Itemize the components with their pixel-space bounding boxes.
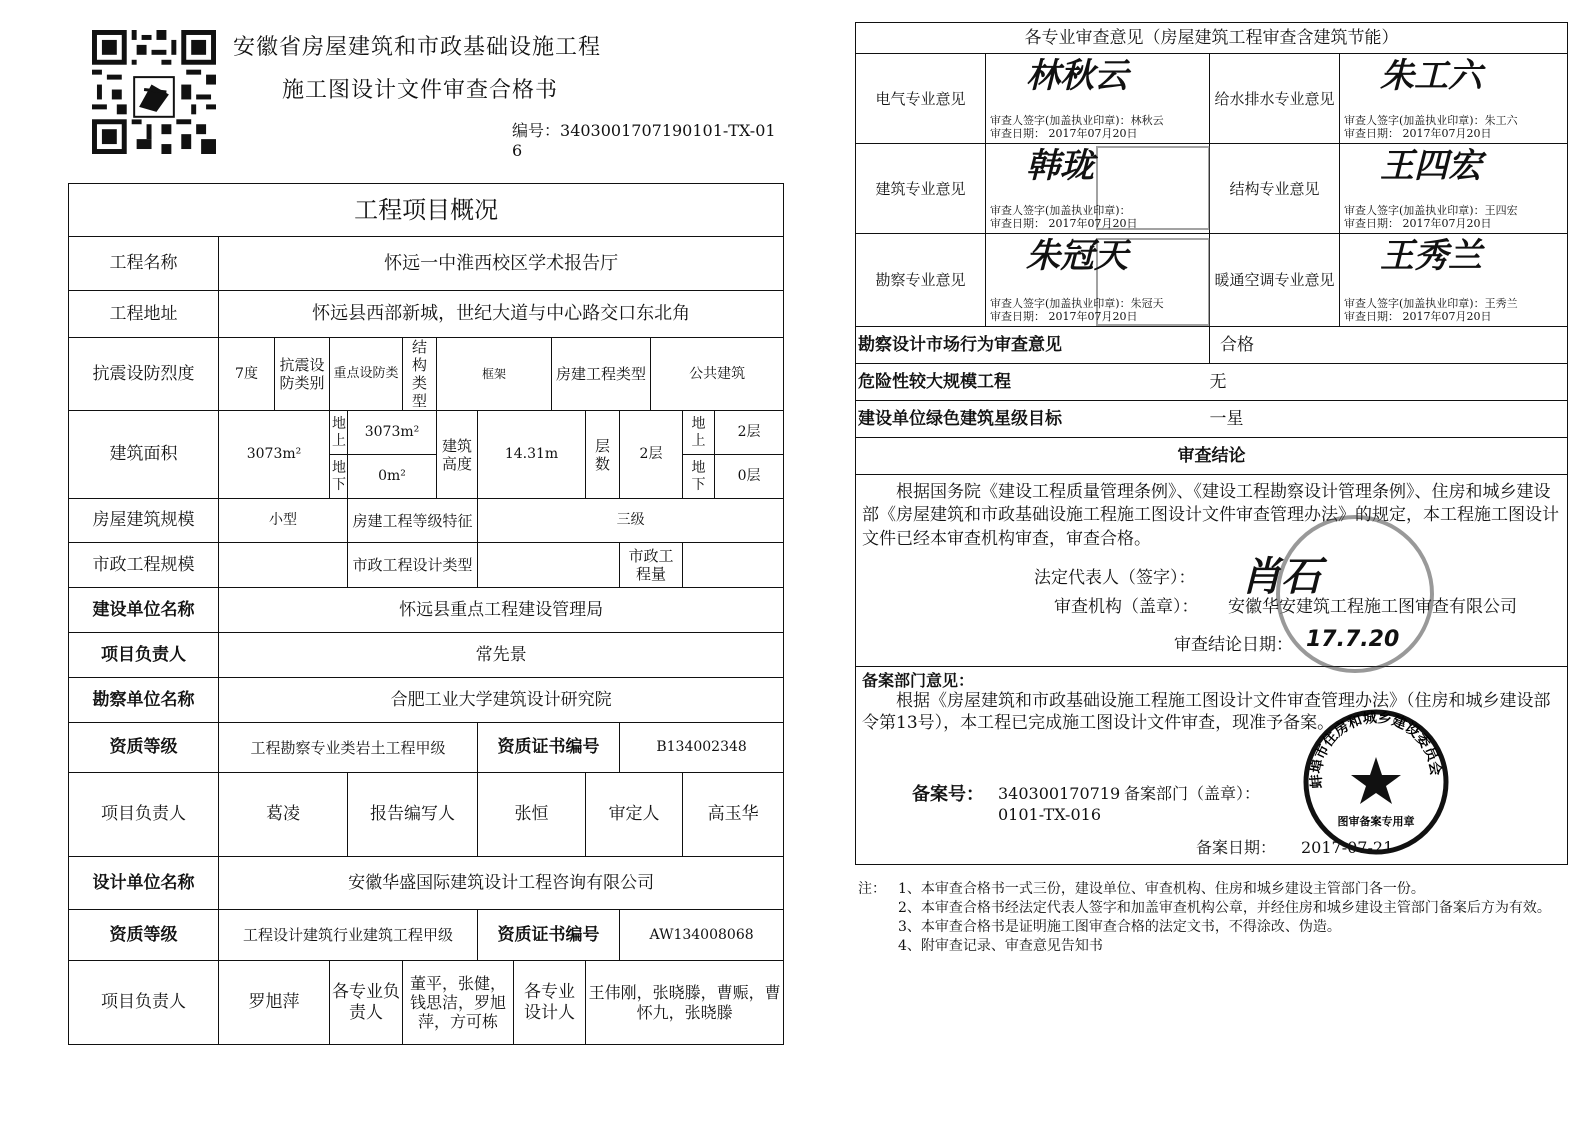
review-heading: 各专业审查意见（房屋建筑工程审查含建筑节能） bbox=[856, 23, 1568, 54]
design-qualification-label: 资质等级 bbox=[69, 910, 219, 961]
above-ground-label: 地上 bbox=[330, 411, 348, 455]
review-info-plumbing bbox=[1344, 114, 1518, 142]
filing-dept-label: 备案部门（盖章）： bbox=[1124, 784, 1261, 803]
review-info-architecture bbox=[990, 204, 1137, 232]
design-cert-value: AW134008068 bbox=[620, 910, 784, 961]
review-date: 审查日期： 2017年07月20日 bbox=[990, 127, 1138, 141]
design-pm-label: 项目负责人 bbox=[69, 961, 219, 1045]
discipline-lead-value: 董平，张健，钱思洁，罗旭萍，方可栋 bbox=[403, 961, 514, 1045]
survey-cert-label: 资质证书编号 bbox=[478, 723, 620, 773]
seismic-category-label: 抗震设防类别 bbox=[275, 338, 330, 411]
municipal-amount-value bbox=[683, 543, 784, 588]
notes-section bbox=[858, 880, 1570, 956]
review-date: 审查日期： 2017年07月20日 bbox=[1344, 217, 1492, 231]
conclusion-text: 根据国务院《建设工程质量管理条例》、《建设工程勘察设计管理条例》、住房和城乡建设部《房屋建筑和市政基础设施工程施工图设计文件审查管理办法》的规定，本工程施工图设计文件已经本审查机构审查，审查合格。 bbox=[862, 482, 1559, 549]
project-name-label: 工程名称 bbox=[69, 237, 219, 291]
reviewer-label: 审查人签字(加盖执业印章)：朱工六 bbox=[1344, 113, 1518, 127]
signature-structure: 王四宏 bbox=[1380, 146, 1482, 186]
review-info-hvac bbox=[1344, 297, 1518, 325]
review-cell-architecture bbox=[986, 144, 1210, 234]
discipline-designer-value: 王伟刚，张晓滕，曹赈，曹怀九，张晓滕 bbox=[586, 961, 784, 1045]
project-overview-table bbox=[68, 183, 784, 1045]
seismic-label: 抗震设防烈度 bbox=[69, 338, 219, 411]
dangerous-project-value: 无 bbox=[1210, 364, 1568, 401]
qr-code-image bbox=[92, 30, 216, 154]
review-cell-structure bbox=[1340, 144, 1568, 234]
conclusion-heading: 审查结论 bbox=[856, 438, 1568, 475]
seismic-category-value: 重点设防类 bbox=[330, 338, 403, 411]
survey-unit-label: 勘察单位名称 bbox=[69, 678, 219, 723]
design-qualification-value: 工程设计建筑行业建筑工程甲级 bbox=[219, 910, 478, 961]
building-scale-label: 房屋建筑规模 bbox=[69, 499, 219, 543]
note-item: 4、附审查记录、审查意见告知书 bbox=[898, 937, 1103, 954]
report-writer-label: 报告编写人 bbox=[348, 773, 478, 857]
review-name-hvac: 暖通空调专业意见 bbox=[1210, 234, 1340, 327]
floors-above-value: 2层 bbox=[715, 411, 784, 455]
review-cell-hvac bbox=[1340, 234, 1568, 327]
report-writer-value: 张恒 bbox=[478, 773, 586, 857]
filing-number-line2: 0101-TX-016 bbox=[998, 804, 1101, 824]
municipal-design-type-value bbox=[478, 543, 620, 588]
project-name-value: 怀远一中淮西校区学术报告厅 bbox=[219, 237, 784, 291]
survey-unit-value: 合肥工业大学建筑设计研究院 bbox=[219, 678, 784, 723]
survey-pm-value: 葛凌 bbox=[219, 773, 348, 857]
survey-qualification-value: 工程勘察专业类岩土工程甲级 bbox=[219, 723, 478, 773]
building-type-label: 房建工程类型 bbox=[552, 338, 651, 411]
filing-date-label: 备案日期： bbox=[1196, 838, 1277, 857]
building-scale-value: 小型 bbox=[219, 499, 348, 543]
document-title-line2: 施工图设计文件审查合格书 bbox=[282, 78, 559, 103]
floors-above-label: 地上 bbox=[683, 411, 715, 455]
review-info-survey bbox=[990, 297, 1164, 325]
review-name-architecture: 建筑专业意见 bbox=[856, 144, 986, 234]
review-name-structure: 结构专业意见 bbox=[1210, 144, 1340, 234]
seal-text: 蚌埠市住房和城乡建设委员会 bbox=[1308, 709, 1444, 789]
legal-rep-label: 法定代表人（签字）： bbox=[1034, 568, 1196, 588]
building-type-value: 公共建筑 bbox=[651, 338, 784, 411]
floors-label: 层数 bbox=[586, 411, 620, 499]
agency-value: 安徽华安建筑工程施工图审查有限公司 bbox=[1228, 597, 1517, 617]
review-info-structure bbox=[1344, 204, 1518, 232]
document-title-line1: 安徽省房屋建筑和市政基础设施工程 bbox=[233, 35, 602, 60]
height-value: 14.31m bbox=[478, 411, 586, 499]
survey-qualification-label: 资质等级 bbox=[69, 723, 219, 773]
cert-number-label: 编号： bbox=[512, 121, 561, 140]
review-date: 审查日期： 2017年07月20日 bbox=[1344, 127, 1492, 141]
seal-subtext: 图审备案专用章 bbox=[1337, 815, 1415, 828]
discipline-designer-label: 各专业设计人 bbox=[514, 961, 586, 1045]
filing-date-value: 2017-07-21 bbox=[1301, 838, 1394, 857]
filing-number-line1: 340300170719 bbox=[998, 784, 1121, 803]
review-name-survey: 勘察专业意见 bbox=[856, 234, 986, 327]
below-ground-label: 地下 bbox=[330, 455, 348, 499]
signature-electrical: 林秋云 bbox=[1026, 56, 1128, 96]
building-grade-label: 房建工程等级特征 bbox=[348, 499, 478, 543]
reviewer-label: 审查人签字(加盖执业印章)：王四宏 bbox=[1344, 203, 1518, 217]
structure-type-value: 框架 bbox=[437, 338, 552, 411]
reviewer-label: 审查人签字(加盖执业印章)：朱冠天 bbox=[990, 296, 1164, 310]
design-unit-value: 安徽华盛国际建筑设计工程咨询有限公司 bbox=[219, 857, 784, 910]
notes-label: 注： bbox=[858, 881, 886, 897]
area-total-value: 3073m² bbox=[219, 411, 330, 499]
reviewer-label: 审查人签字(加盖执业印章)：林秋云 bbox=[990, 113, 1164, 127]
floors-value: 2层 bbox=[620, 411, 683, 499]
note-item: 1、本审查合格书一式三份，建设单位、审查机构、住房和城乡建设主管部门各一份。 bbox=[898, 881, 1425, 897]
conclusion-cell bbox=[856, 475, 1568, 667]
overview-heading: 工程项目概况 bbox=[69, 184, 784, 237]
address-value: 怀远县西部新城，世纪大道与中心路交口东北角 bbox=[219, 291, 784, 338]
filing-seal bbox=[1301, 707, 1451, 857]
agency-label: 审查机构（盖章）： bbox=[1054, 597, 1199, 617]
municipal-scale-value bbox=[219, 543, 348, 588]
dangerous-project-label: 危险性较大规模工程 bbox=[856, 364, 1210, 401]
conclusion-date-value: 17.7.20 bbox=[1306, 627, 1400, 652]
note-item: 2、本审查合格书经法定代表人签字和加盖审查机构公章，并经住房和城乡建设主管部门备案后方为有效。 bbox=[898, 899, 1551, 916]
building-grade-value: 三级 bbox=[478, 499, 784, 543]
seismic-value: 7度 bbox=[219, 338, 275, 411]
reviewer-label: 审查人签字(加盖执业印章)：王秀兰 bbox=[1344, 296, 1518, 310]
review-info-electrical bbox=[990, 114, 1164, 142]
review-date: 审查日期： 2017年07月20日 bbox=[990, 310, 1138, 324]
filing-number-label: 备案号： bbox=[912, 784, 984, 805]
builder-label: 建设单位名称 bbox=[69, 588, 219, 633]
project-manager-value: 常先景 bbox=[219, 633, 784, 678]
municipal-scale-label: 市政工程规模 bbox=[69, 543, 219, 588]
signature-plumbing: 朱工六 bbox=[1380, 56, 1482, 96]
structure-type-label: 结构类型 bbox=[403, 338, 437, 411]
filing-cell bbox=[856, 667, 1568, 865]
signature-survey: 朱冠天 bbox=[1026, 236, 1128, 276]
filing-heading: 备案部门意见： bbox=[862, 671, 975, 690]
municipal-design-type-label: 市政工程设计类型 bbox=[348, 543, 478, 588]
market-behavior-value: 合格 bbox=[1210, 327, 1568, 364]
floors-below-label: 地下 bbox=[683, 455, 715, 499]
area-label: 建筑面积 bbox=[69, 411, 219, 499]
review-name-plumbing: 给水排水专业意见 bbox=[1210, 54, 1340, 144]
review-table bbox=[855, 22, 1568, 865]
agency-seal bbox=[1276, 515, 1434, 673]
discipline-lead-label: 各专业负责人 bbox=[330, 961, 403, 1045]
review-name-electrical: 电气专业意见 bbox=[856, 54, 986, 144]
height-label: 建筑高度 bbox=[437, 411, 478, 499]
review-cell-electrical bbox=[986, 54, 1210, 144]
green-building-label: 建设单位绿色建筑星级目标 bbox=[856, 401, 1210, 438]
project-manager-label: 项目负责人 bbox=[69, 633, 219, 678]
signature-hvac: 王秀兰 bbox=[1380, 236, 1482, 276]
review-cell-plumbing bbox=[1340, 54, 1568, 144]
signature-architecture: 韩珑 bbox=[1026, 146, 1094, 186]
survey-cert-value: B134002348 bbox=[620, 723, 784, 773]
approver-value: 高玉华 bbox=[683, 773, 784, 857]
floors-below-value: 0层 bbox=[715, 455, 784, 499]
certificate-number bbox=[512, 121, 782, 161]
below-ground-area: 0m² bbox=[348, 455, 437, 499]
reviewer-label: 审查人签字(加盖执业印章)： bbox=[990, 203, 1131, 217]
conclusion-date-label: 审查结论日期： bbox=[1174, 635, 1293, 655]
filing-number-value bbox=[998, 784, 1120, 826]
market-behavior-label: 勘察设计市场行为审查意见 bbox=[856, 327, 1210, 364]
address-label: 工程地址 bbox=[69, 291, 219, 338]
design-pm-value: 罗旭萍 bbox=[219, 961, 330, 1045]
legal-rep-signature: 肖石 bbox=[1241, 554, 1321, 600]
approver-label: 审定人 bbox=[586, 773, 683, 857]
design-unit-label: 设计单位名称 bbox=[69, 857, 219, 910]
builder-value: 怀远县重点工程建设管理局 bbox=[219, 588, 784, 633]
review-date: 审查日期： 2017年07月20日 bbox=[1344, 310, 1492, 324]
filing-text: 根据《房屋建筑和市政基础设施工程施工图设计文件审查管理办法》（住房和城乡建设部令第13号），本工程已完成施工图设计文件审查，现准予备案。 bbox=[862, 691, 1551, 734]
design-cert-label: 资质证书编号 bbox=[478, 910, 620, 961]
review-date: 审查日期： 2017年07月20日 bbox=[990, 217, 1138, 231]
above-ground-area: 3073m² bbox=[348, 411, 437, 455]
municipal-amount-label: 市政工程量 bbox=[620, 543, 683, 588]
green-building-value: 一星 bbox=[1210, 401, 1568, 438]
review-cell-survey bbox=[986, 234, 1210, 327]
survey-pm-label: 项目负责人 bbox=[69, 773, 219, 857]
note-item: 3、本审查合格书是证明施工图审查合格的法定文书，不得涂改、伪造。 bbox=[898, 918, 1341, 935]
cert-number-value: 3403001707190101-TX-016 bbox=[512, 121, 776, 160]
